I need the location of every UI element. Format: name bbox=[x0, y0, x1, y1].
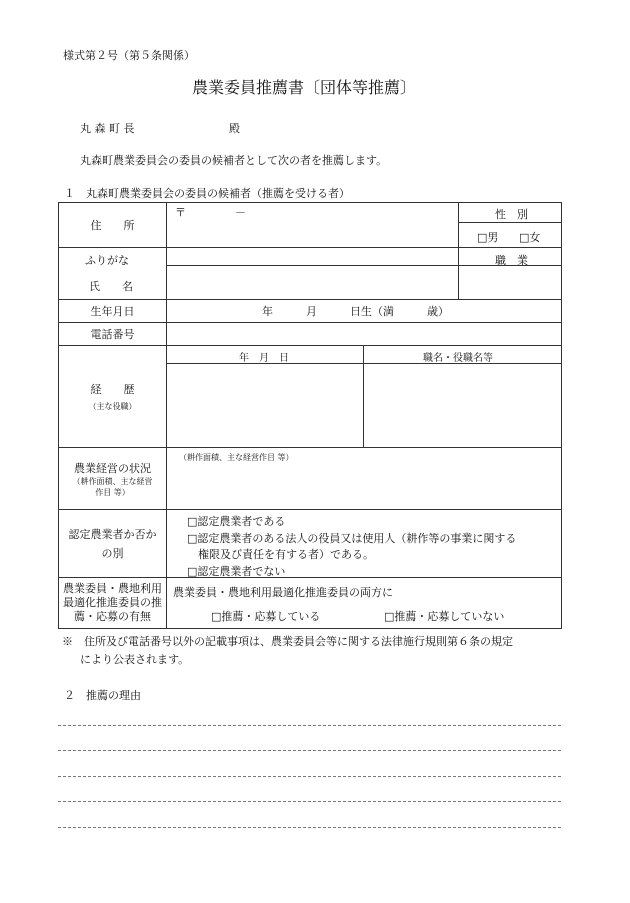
gender-label: 性 別 bbox=[495, 208, 528, 221]
career-label: 経 歴 bbox=[90, 383, 135, 396]
career-col-title: 職名・役職名等 bbox=[423, 353, 493, 364]
birth-field[interactable] bbox=[167, 300, 562, 323]
postal-dash: － bbox=[235, 206, 246, 219]
cert-option-corp[interactable]: □認定農業者のある法人の役員又は使用人（耕作等の事業に関する bbox=[187, 532, 517, 545]
apply-label-2: 最適化推進委員の推 bbox=[63, 596, 162, 609]
reason-line[interactable] bbox=[58, 827, 561, 828]
cert-option-corp-cont: 権限及び責任を有する者）である。 bbox=[198, 548, 374, 561]
cert-option-no[interactable]: □認定農業者でない bbox=[187, 565, 286, 578]
furigana-label: ふりがな bbox=[85, 254, 129, 267]
career-field[interactable] bbox=[167, 346, 562, 448]
apply-options bbox=[167, 578, 562, 629]
name-label: 氏 名 bbox=[89, 280, 133, 293]
career-col-date: 年 月 日 bbox=[239, 353, 289, 364]
candidate-table bbox=[58, 202, 562, 629]
note-line-1: ※ 住所及び電話番号以外の記載事項は、農業委員会等に関する法律施行規則第６条の規定 bbox=[62, 635, 513, 648]
name-field[interactable] bbox=[167, 248, 459, 300]
address-field[interactable] bbox=[167, 203, 459, 248]
cert-label-2: の別 bbox=[101, 547, 124, 560]
gender-male-checkbox[interactable]: □男 bbox=[477, 231, 499, 244]
farm-hint: （耕作面積、主な経営作目 等） bbox=[179, 453, 294, 462]
farm-label: 農業経営の状況 bbox=[74, 461, 151, 475]
address-label: 住 所 bbox=[59, 203, 167, 248]
cert-options bbox=[167, 510, 562, 578]
cert-label-1: 認定農業者か否か bbox=[68, 528, 157, 541]
cert-option-yes[interactable]: □認定農業者である bbox=[187, 515, 286, 528]
career-label-cell bbox=[59, 346, 167, 448]
farm-sublabel-1: （耕作面積、主な経営 bbox=[72, 476, 153, 486]
birth-value: 年 月 日生（満 歳） bbox=[262, 305, 449, 318]
cert-label-cell bbox=[59, 510, 167, 578]
farm-sublabel-2: 作目 等） bbox=[95, 487, 130, 497]
birth-label: 生年月日 bbox=[59, 300, 167, 323]
reason-line[interactable] bbox=[58, 801, 561, 802]
occupation-cell[interactable] bbox=[459, 248, 562, 300]
section1-heading: １ 丸森町農業委員会の委員の候補者（推薦を受ける者） bbox=[64, 187, 350, 200]
gender-cell bbox=[459, 203, 562, 248]
name-label-cell bbox=[59, 248, 167, 300]
apply-yes-checkbox[interactable]: □推薦・応募している bbox=[211, 610, 321, 623]
intro-text: 丸森町農業委員会の委員の候補者として次の者を推薦します。 bbox=[80, 154, 388, 167]
page-title: 農業委員推薦書〔団体等推薦〕 bbox=[192, 78, 417, 97]
phone-field[interactable] bbox=[167, 323, 562, 346]
reason-line[interactable] bbox=[58, 776, 561, 777]
farm-field[interactable] bbox=[167, 448, 562, 510]
honorific: 殿 bbox=[229, 122, 240, 135]
reason-line[interactable] bbox=[58, 750, 561, 751]
addressee: 丸 森 町 長 bbox=[80, 122, 135, 135]
apply-no-checkbox[interactable]: □推薦・応募していない bbox=[384, 610, 505, 623]
career-sublabel: （主な役職） bbox=[88, 402, 137, 411]
reason-line[interactable] bbox=[58, 725, 561, 726]
apply-text: 農業委員・農地利用最適化推進委員の両方に bbox=[173, 586, 393, 599]
form-number: 様式第２号（第５条関係） bbox=[63, 49, 195, 62]
apply-label-1: 農業委員・農地利用 bbox=[63, 582, 162, 595]
apply-label-cell bbox=[59, 578, 167, 629]
apply-label-3: 薦・応募の有無 bbox=[74, 610, 151, 623]
gender-female-checkbox[interactable]: □女 bbox=[519, 231, 541, 244]
phone-label: 電話番号 bbox=[59, 323, 167, 346]
section2-heading: ２ 推薦の理由 bbox=[64, 689, 141, 702]
postal-mark: 〒 bbox=[175, 206, 186, 219]
occupation-label: 職 業 bbox=[495, 254, 528, 267]
note-line-2: により公表されます。 bbox=[80, 653, 190, 666]
farm-label-cell bbox=[59, 448, 167, 510]
